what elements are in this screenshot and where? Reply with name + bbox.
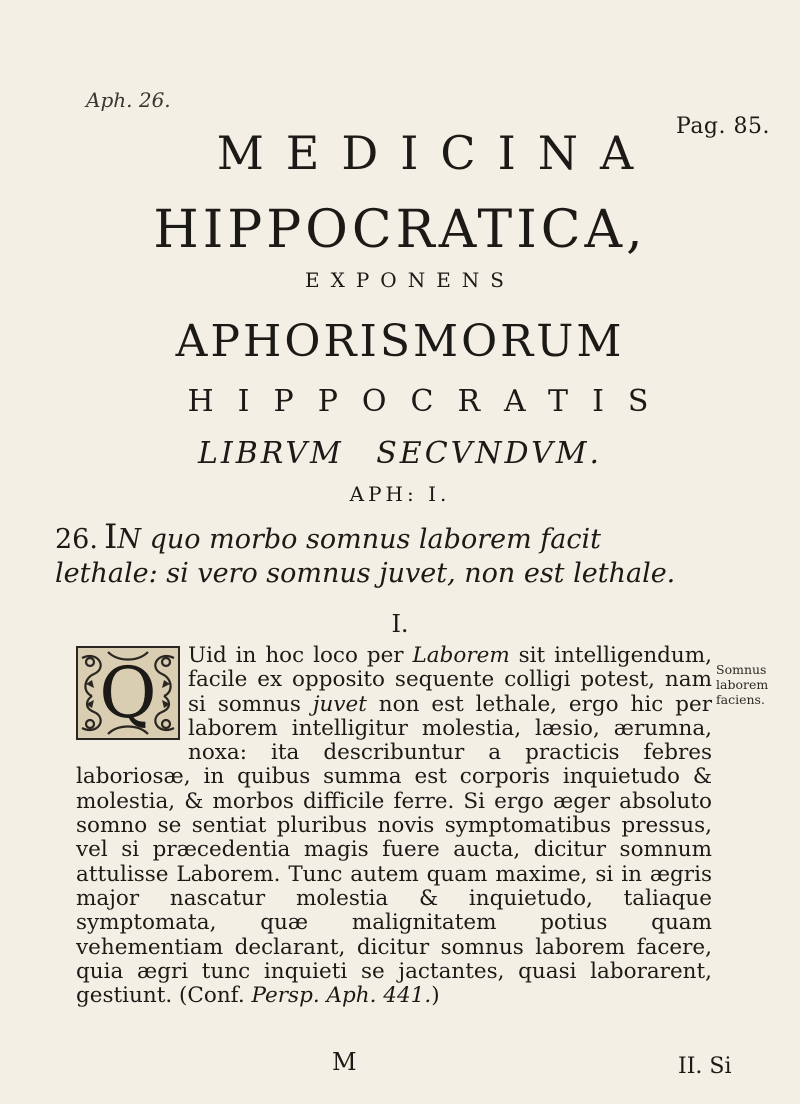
section-number: I.: [391, 610, 409, 638]
aphorism-text: [55, 517, 705, 591]
ornamental-drop-cap: [76, 646, 180, 740]
term-juvet: juvet: [312, 691, 367, 717]
catchword: II. Si: [678, 1054, 732, 1079]
page-number: Pag. 85.: [676, 114, 770, 139]
drop-cap-letter: Q: [99, 652, 157, 734]
title-liber-secundus: LIBRVM SECVNDVM.: [197, 436, 603, 471]
aphorism-heading: APH: I.: [349, 482, 451, 506]
aphorism-initial: I: [103, 517, 118, 557]
title-aphorismorum: APHORISMORUM: [175, 316, 625, 367]
handwritten-aphorism-note: Aph. 26.: [86, 88, 171, 112]
aphorism-body: N quo morbo somnus laborem facit lethale: si vero somnus juvet, non est lethale.: [55, 524, 676, 589]
aphorism-number: 26.: [55, 524, 98, 555]
title-medicina: MEDICINA: [216, 126, 656, 180]
title-hippocratis: HIPPOCRATIS: [187, 384, 673, 419]
title-exponens: EXPONENS: [305, 268, 515, 292]
margin-note: Somnus laborem faciens.: [716, 662, 769, 707]
cross-reference: Persp. Aph. 441.: [251, 983, 432, 1009]
signature-mark: M: [332, 1048, 357, 1076]
commentary-paragraph: Uid in hoc loco per Laborem sit intelligendum, facile ex opposito sequente colligi potest, nam si somnus juvet non est lethale, ergo hic per laborem intelligitur molestia, læsio, ærumna, noxa: ita describuntur a practicis febres laboriosæ, in quibus summa est corporis inquietudo & molestia, & morbos difficile ferre. Si ergo æger absoluto somno se sentiat pluribus novis symptomatibus pressus, vel si præcedentia magis fuere aucta, dicitur somnum attulisse Laborem. Tunc autem quam maxime, si in ægris major nascatur molestia & inquietudo, taliaque symptomata, quæ malignitatem potius quam vehementiam declarant, dicitur somnus laborem facere, quia ægri tunc inquieti se jactantes, quasi laborarent, gestiunt. (Conf. Persp. Aph. 441.): [76, 643, 712, 1009]
term-laborem: Laborem: [412, 643, 510, 668]
title-hippocratica: HIPPOCRATICA,: [153, 200, 647, 260]
